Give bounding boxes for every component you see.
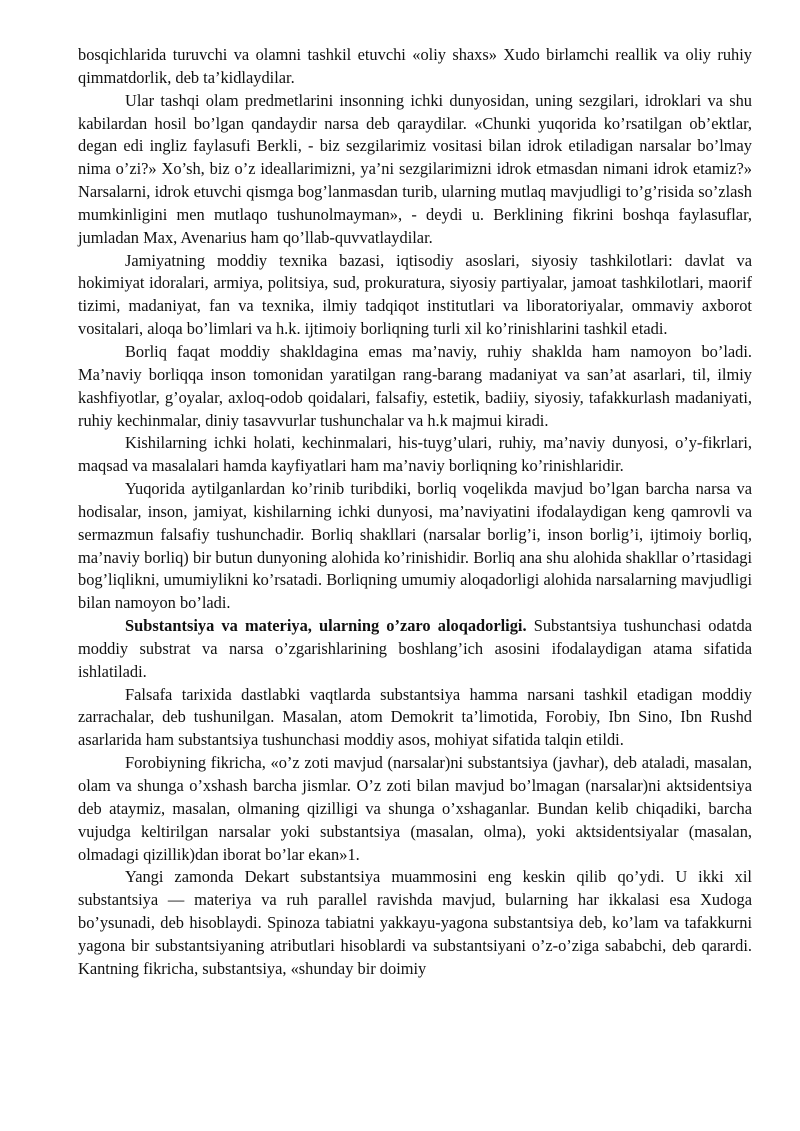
document-page bbox=[78, 44, 752, 981]
section-paragraph bbox=[78, 615, 752, 684]
paragraph: Forobiyning fikricha, «o’z zoti mavjud (narsalar)ni substantsiya (javhar), deb ataladi, masalan, olam va shunga o’xshash barcha jismlar. O’z zoti bilan mavjud bo’lmagan (narsalar)ni aktsidentsiya deb ataymiz, masalan, olmaning qizilligi va shunga o’xshaganlar. Bundan kelib chiqadiki, barcha vujudga keltirilgan narsalar yoki substantsiya (masalan, olma), yoki aktsidentsiyalar (masalan, olmadagi qizillik)dan iborat bo’lar ekan»1. bbox=[78, 753, 752, 864]
paragraph: Yangi zamonda Dekart substantsiya muammosini eng keskin qilib qo’ydi. U ikki xil substantsiya — materiya va ruh parallel ravishda mavjud, bularning har ikkalasi esa Xudoga bo’ysunadi, deb hisoblaydi. Spinoza tabiatni yakkayu-yagona substantsiya deb, ko’lam va tafakkurni yagona bir substantsiyaning atributlari hisoblardi va substantsiyani o’z-o’ziga sababchi, deb qarardi. Kantning fikricha, substantsiya, «shunday bir doimiy bbox=[78, 867, 752, 978]
section-text: Substantsiya tushunchasi odatda moddiy substrat va narsa o’zgarishlarining boshlang’ich asosini ifodalaydigan atama sifatida ishlatiladi. bbox=[78, 616, 752, 681]
section-heading: Substantsiya va materiya, ularning o’zaro aloqadorligi. bbox=[125, 616, 527, 636]
paragraph: bosqichlarida turuvchi va olamni tashkil etuvchi «oliy shaxs» Xudo birlamchi reallik va oliy ruhiy qimmatdorlik, deb ta’kidlaydilar. bbox=[78, 45, 752, 87]
paragraph: Jamiyatning moddiy texnika bazasi, iqtisodiy asoslari, siyosiy tashkilotlari: davlat va hokimiyat idoralari, armiya, politsiya, sud, prokuratura, siyosiy partiyalar, jamoat tashkilotlari, maorif tizimi, madaniyat, fan va texnika, ilmiy tadqiqot institutlari va liboratoriyalar, ommaviy axborot vositalari, aloqa bo’limlari va h.k. ijtimoiy borliqning turli xil ko’rinishlarini tashkil etadi. bbox=[78, 250, 752, 339]
paragraph: Falsafa tarixida dastlabki vaqtlarda substantsiya hamma narsani tashkil etadigan moddiy zarrachalar, deb tushunilgan. Masalan, atom Demokrit ta’limotida, Forobiy, Ibn Sino, Ibn Rushd asarlarida ham substantsiya tushunchasi moddiy asos, mohiyat sifatida talqin etildi. bbox=[78, 684, 752, 750]
paragraph: Yuqorida aytilganlardan ko’rinib turibdiki, borliq voqelikda mavjud bo’lgan barcha narsa va hodisalar, inson, jamiyat, kishilarning ichki dunyosi, ma’naviyatini ifodalaydigan keng qamrovli va sermazmun falsafiy tushunchadir. Borliq shakllari (narsalar borlig’i, inson borlig’i, ijtimoiy borliq, ma’naviy borliq) bir butun dunyoning alohida ko’rinishidir. Borliq ana shu alohida shakllar o’rtasidagi bog’liqlikni, umumiylikni ko’rsatadi. Borliqning umumiy aloqadorligi alohida narsalarning mavjudligi bilan namoyon bo’ladi. bbox=[78, 479, 752, 613]
paragraph: Kishilarning ichki holati, kechinmalari, his-tuyg’ulari, ruhiy, ma’naviy dunyosi, o’y-fikrlari, maqsad va masalalari hamda kayfiyatlari ham ma’naviy borliqning ko’rinishlaridir. bbox=[78, 433, 752, 476]
paragraph: Ular tashqi olam predmetlarini insonning ichki dunyosidan, uning sezgilari, idroklari va shu kabilardan hosil bo’lgan qandaydir narsa deb qaraydilar. «Chunki yuqorida ko’rsatilgan ob’ektlar, degan edi ingliz faylasufi Berkli, - biz sezgilarimiz vositasi bilan idrok etiladigan narsalar bo’lmay nima o’zi?» Xo’sh, biz o’z ideallarimizni, ya’ni sezgilarimizni idrok etmasdan nimani idrok etamiz?» Narsalarni, idrok etuvchi qismga bog’lanmasdan turib, ularning mutlaq mavjudligi to’g’risida so’zlash mumkinligini men mutlaqo tushunolmayman», - deydi u. Berklining fikrini boshqa faylasuflar, jumladan Max, Avenarius ham qo’llab-quvvatlaydilar. bbox=[78, 90, 752, 247]
paragraph: Borliq faqat moddiy shakldagina emas ma’naviy, ruhiy shaklda ham namoyon bo’ladi. Ma’naviy borliqqa inson tomonidan yaratilgan rang-barang madaniyat va san’at asarlari, til, ilmiy kashfiyotlar, g’oyalar, axloq-odob qoidalari, falsafiy, estetik, badiiy, siyosiy, tafakkurlash madaniyati, ruhiy kechinmalar, diniy tasavvurlar tushunchalar va h.k majmui kiradi. bbox=[78, 341, 752, 430]
